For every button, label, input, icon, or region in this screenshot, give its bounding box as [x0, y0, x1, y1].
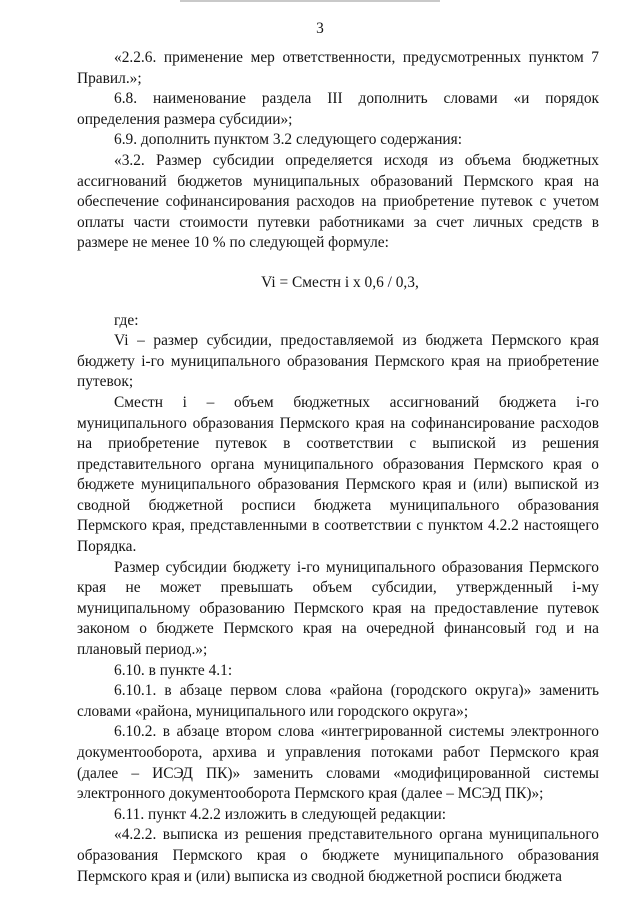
- paragraph-6-10-1: 6.10.1. в абзаце первом слова «района (городского округа)» заменить словами «района, муниципального или городского округа»;: [77, 682, 599, 720]
- page-number: 3: [316, 20, 324, 37]
- paragraph-vi-definition: Vi – размер субсидии, предоставляемой из бюджета Пермского края бюджету i-го муниципального образования Пермского края на приобретение путевок;: [77, 332, 599, 391]
- scan-edge-mark: [180, 0, 440, 2]
- paragraph-6-10: 6.10. в пункте 4.1:: [114, 661, 233, 679]
- paragraph-6-8: 6.8. наименование раздела III дополнить словами «и порядок определения размера субсидии»;: [77, 90, 599, 128]
- paragraph-subsidy-limit: Размер субсидии бюджету i-го муниципального образования Пермского края не может превышать объем субсидии, утвержденный i-му муниципальному образованию Пермского края на предоставление путевок законом о бюджете Пермского края на очередной финансовый год и на плановый период.»;: [77, 558, 599, 659]
- paragraph-6-9: 6.9. дополнить пунктом 3.2 следующего содержания:: [114, 131, 463, 149]
- paragraph-6-11: 6.11. пункт 4.2.2 изложить в следующей редакции:: [114, 805, 446, 823]
- paragraph-where: где:: [114, 311, 139, 329]
- paragraph-3-2: «3.2. Размер субсидии определяется исходя из объема бюджетных ассигнований бюджетов муниципальных образований Пермского края на обеспечение софинансирования расходов на приобретение путевок с учетом оплаты части стоимости путевки работниками за счет личных средств в размере не менее 10 % по следующей формуле:: [77, 151, 599, 252]
- document-body: [77, 48, 599, 887]
- paragraph-4-2-2: «4.2.2. выписка из решения представительного органа муниципального образования Пермского края о бюджете муниципального образования Пермского края и (или) выписка из сводной бюджетной росписи бюджета: [77, 826, 599, 885]
- paragraph-2-2-6: «2.2.6. применение мер ответственности, предусмотренных пунктом 7 Правил.»;: [77, 49, 599, 87]
- paragraph-6-10-2: 6.10.2. в абзаце втором слова «интегрированной системы электронного документооборота, архива и управления потоками работ Пермского края (далее – ИСЭД ПК)» заменить словами «модифицированной системы электронного документооборота Пермского края (далее – МСЭД ПК)»;: [77, 723, 599, 803]
- formula: Vi = Cместн i x 0,6 / 0,3,: [261, 273, 419, 291]
- paragraph-cmestn-definition: Cместн i – объем бюджетных ассигнований бюджета i-го муниципального образования Пермского края на софинансирование расходов на приобретение путевок в соответствии с выпиской из решения представительного органа муниципального образования Пермского края о бюджете муниципального образования Пермского края и (или) выпиской из сводной бюджетной росписи бюджета муниципального образования Пермского края, представленными в соответствии с пунктом 4.2.2 настоящего Порядка.: [77, 393, 599, 556]
